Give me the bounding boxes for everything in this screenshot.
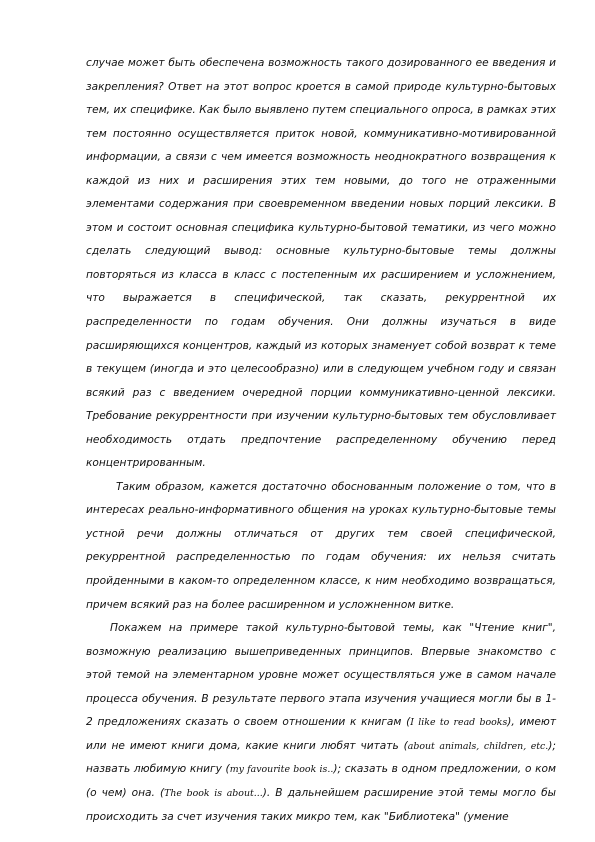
english-example-1: I like to read books xyxy=(410,717,508,729)
paragraph-1 xyxy=(86,52,556,476)
english-example-3: my favourite book is.. xyxy=(229,764,334,776)
english-example-4: The book is about... xyxy=(164,787,263,799)
english-example-2: about animals, children, etc. xyxy=(407,740,549,752)
paragraph-3-text: ); сказать в одном предложении, о ком (о чем) она. ( xyxy=(86,763,556,799)
paragraph-3-text: ), имеют или не имеют книги дома, какие книги любят читать ( xyxy=(86,716,556,752)
body-text xyxy=(86,52,556,829)
paragraph-2 xyxy=(86,476,556,617)
paragraph-3-text: ); назвать любимую книгу ( xyxy=(86,739,556,776)
paragraph-2-text: Таким образом, кажется достаточно обоснованным положение о том, что в интересах реально-информативного общения на уроках культурно-бытовые темы устной речи должны отличаться от других тем своей специфической, рекуррентной распределенностью по годам обучения: их нельзя считать пройденными в каком-то определенном классе, к ним необходимо возвращаться, причем всякий раз на более расширенном и усложненном витке. xyxy=(86,480,556,611)
paragraph-3-text: Покажем на примере такой культурно-бытовой темы, как "Чтение книг", возможную реализацию вышеприведенных принципов. Впервые знакомство с этой темой на элементарном уровне может осуществляться уже в самом начале процесса обучения. В результате первого этапа изучения учащиеся могли бы в 1-2 предложениях сказать о своем отношении к книгам ( xyxy=(86,622,556,729)
paragraph-3-text: ). В дальнейшем расширение этой темы могло бы происходить за счет изучения таких микро тем, как "Библиотека" (умение xyxy=(86,786,556,823)
paragraph-3 xyxy=(86,617,556,829)
paragraph-1-text: случае может быть обеспечена возможность такого дозированного ее введения и закрепления? Ответ на этот вопрос кроется в самой природе культурно-бытовых тем, их специфике. Как было выявлено путем специального опроса, в рамках этих тем постоянно осуществляется приток новой, коммуникативно-мотивированной информации, а связи с чем имеется возможность неоднократного возвращения к каждой из них и расширения этих тем новыми, до того не отраженными элементами содержания при своевременном введении новых порций лексики. В этом и состоит основная специфика культурно-бытовой тематики, из чего можно сделать следующий вывод: основные культурно-бытовые темы должны повторяться из класса в класс с постепенным их расширением и усложнением, что выражается в специфической, так сказать, рекуррентной их распределенности по годам обучения. Они должны изучаться в виде расширяющихся концентров, каждый из которых знаменует собой возврат к теме в текущем (иногда и это целесообразно) или в следующем учебном году и связан всякий раз с введением очередной порции коммуникативно-ценной лексики. Требование рекуррентности при изучении культурно-бытовых тем обусловливает необходимость отдать предпочтение распределенному обучению перед концентрированным. xyxy=(86,57,556,470)
